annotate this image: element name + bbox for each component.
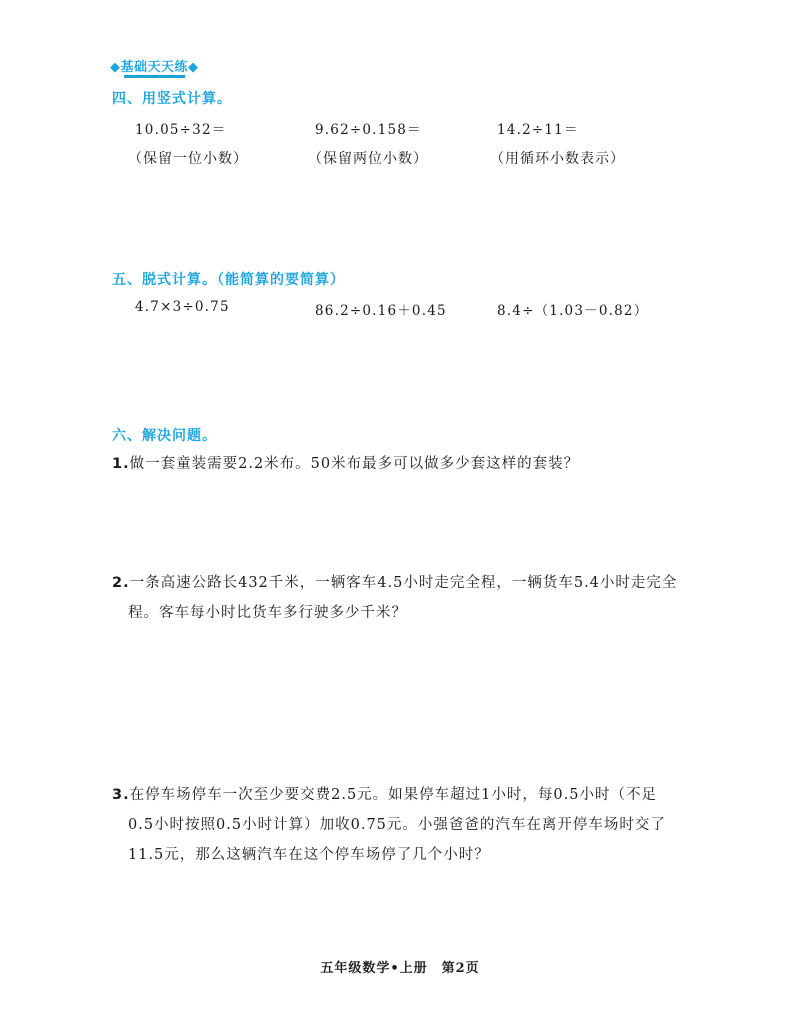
- rounding-note: （用循环小数表示）: [490, 151, 625, 167]
- section6-heading: 六、解决问题。: [112, 428, 217, 444]
- calculation-expression: 8.4÷（1.03－0.82）: [497, 303, 649, 319]
- section5-heading: 五、脱式计算。（能简算的要简算）: [112, 272, 345, 288]
- problem-number: 1.: [112, 456, 130, 472]
- problem-number: 3.: [112, 787, 130, 803]
- division-expression: 10.05÷32＝: [135, 122, 227, 138]
- problem-text: 在停车场停车一次至少要交费2.5元。如果停车超过1小时，每0.5小时（不足: [129, 787, 657, 803]
- banner-label: ◆基础天天练◆: [110, 60, 199, 75]
- problem-text: 0.5小时按照0.5小时计算）加收0.75元。小强爸爸的汽车在离开停车场时交了: [128, 817, 666, 833]
- problem-number: 2.: [112, 575, 130, 591]
- division-expression: 14.2÷11＝: [497, 122, 579, 138]
- problem-text: 一条高速公路长432千米，一辆客车4.5小时走完全程，一辆货车5.4小时走完全: [129, 575, 678, 591]
- banner-underline: [124, 75, 185, 78]
- page-footer: 五年级数学•上册 第2页: [320, 961, 480, 976]
- rounding-note: （保留一位小数）: [128, 151, 248, 167]
- problem-text: 程。客车每小时比货车多行驶多少千米？: [128, 605, 407, 621]
- rounding-note: （保留两位小数）: [308, 151, 428, 167]
- problem-text: 11.5元，那么这辆汽车在这个停车场停了几个小时？: [128, 847, 490, 863]
- calculation-expression: 86.2÷0.16＋0.45: [315, 303, 447, 319]
- word-problem-1: [112, 449, 579, 479]
- division-expression: 9.62÷0.158＝: [315, 122, 422, 138]
- section-banner: [110, 56, 199, 75]
- word-problem-2: [112, 568, 677, 628]
- word-problem-3: [112, 780, 666, 870]
- calculation-expression: 4.7×3÷0.75: [135, 299, 230, 315]
- section4-heading: 四、用竖式计算。: [112, 91, 232, 107]
- problem-text: 做一套童装需要2.2米布。50米布最多可以做多少套这样的套装？: [129, 456, 580, 472]
